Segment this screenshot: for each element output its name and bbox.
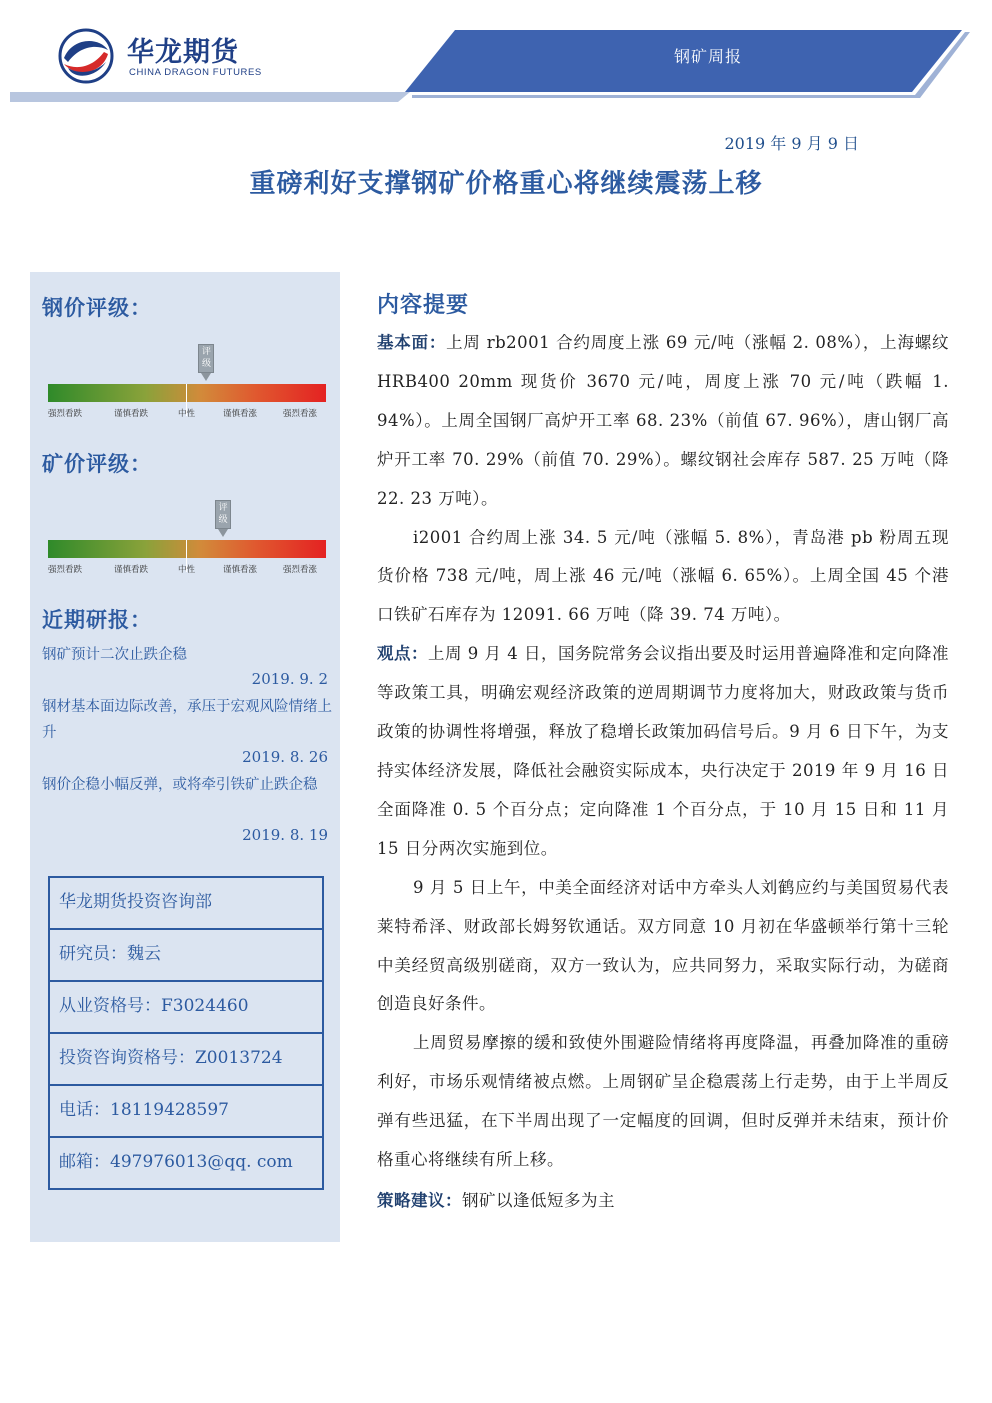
- scale-label: 强烈看跌: [48, 565, 83, 575]
- view-text: 上周 9 月 4 日，国务院常务会议指出要及时运用普遍降准和定向降准等政策工具，明确宏观经济政策的逆周期调节力度将加大，财政政策与货币政策的协调性将增强，释放了稳增长政策加码信号后。9 月 6 日下午，为支持实体经济发展，降低社会融资实际成本，央行决定于 2019 年 9 月 16 日全面降准 0. 5 个百分点；定向降准 1 个百分点，于 10 月 15 日和 11 月 15 日分两次实施到位。: [377, 644, 950, 858]
- rating-scale-labels: [48, 407, 326, 421]
- scale-label: 谨慎看跌: [114, 565, 149, 575]
- ore-paragraph: i2001 合约周上涨 34. 5 元/吨（涨幅 5. 8%），青岛港 pb 粉周五现货价格 738 元/吨，周上涨 46 元/吨（涨幅 6. 65%）。上周全国 45 个港口铁矿石库存为 12091. 66 万吨（降 39. 74 万吨）。: [377, 527, 949, 625]
- consult-qualification-number: 投资咨询资格号：Z0013724: [50, 1034, 322, 1086]
- scale-label: 中性: [178, 409, 196, 419]
- down-arrow-icon: [218, 529, 228, 537]
- fundamentals-paragraph: [377, 324, 949, 519]
- report-title: 重磅利好支撑钢矿价格重心将继续震荡上移: [249, 169, 763, 199]
- summary-heading: 内容提要: [377, 292, 470, 318]
- recent-report-link[interactable]: 钢价企稳小幅反弹，或将牵引铁矿止跌企稳: [42, 777, 318, 793]
- view-lead: 观点：: [377, 644, 429, 664]
- ore-rating-gauge: [48, 500, 326, 575]
- scale-label: 强烈看涨: [283, 565, 318, 575]
- department-name: 华龙期货投资咨询部: [50, 878, 322, 930]
- fundamentals-lead: 基本面：: [377, 333, 447, 352]
- strategy-paragraph: [377, 1182, 949, 1221]
- ore-rating-marker: [215, 500, 231, 537]
- steel-rating-marker: [198, 344, 214, 381]
- steel-rating-heading: 钢价评级：: [42, 295, 152, 320]
- report-date: 2019 年 9 月 9 日: [724, 134, 859, 153]
- recent-report-date: 2019. 9. 2: [251, 670, 328, 688]
- contact-box: [48, 876, 324, 1190]
- recent-report-link[interactable]: 钢材基本面边际改善，承压于宏观风险情绪上升: [42, 699, 332, 741]
- scale-label: 中性: [178, 565, 196, 575]
- recent-report-date: 2019. 8. 26: [242, 748, 328, 766]
- page-header: [0, 0, 992, 110]
- strategy-text: 钢矿以逢低短多为主: [462, 1190, 615, 1210]
- outlook-paragraph: 上周贸易摩擦的缓和致使外围避险情绪将再度降温，再叠加降准的重磅利好，市场乐观情绪被点燃。上周钢矿呈企稳震荡上行走势，由于上半周反弹有些迅猛，在下半周出现了一定幅度的回调，但时反弹并未结束，预计价格重心将继续有所上移。: [377, 1033, 949, 1170]
- fundamentals-text: 上周 rb2001 合约周度上涨 69 元/吨（涨幅 2. 08%），上海螺纹 HRB400 20mm 现货价 3670 元/吨，周度上涨 70 元/吨（跌幅 1. 94%）。上周全国钢厂高炉开工率 68. 23%（前值 67. 96%），唐山钢厂高炉开工率 70. 29%（前值 70. 29%）。螺纹钢社会库存 587. 25 万吨（降 22. 23 万吨）。: [377, 333, 950, 508]
- main-content: [377, 288, 949, 1221]
- email-address[interactable]: 邮箱：497976013@qq. com: [50, 1138, 322, 1190]
- phone-number: 电话：18119428597: [50, 1086, 322, 1138]
- steel-rating-marker-label: 评级: [198, 344, 214, 373]
- recent-reports-heading: 近期研报：: [42, 607, 152, 632]
- scale-label: 强烈看跌: [48, 409, 83, 419]
- ore-rating-heading: 矿价评级：: [42, 451, 152, 476]
- recent-report-link[interactable]: 钢矿预计二次止跌企稳: [42, 647, 187, 663]
- rating-scale-bar: [48, 540, 326, 558]
- sidebar: [30, 272, 340, 1242]
- company-logo-icon: [58, 28, 114, 84]
- scale-label: 谨慎看跌: [114, 409, 149, 419]
- trade-paragraph: 9 月 5 日上午，中美全面经济对话中方牵头人刘鹤应约与美国贸易代表莱特希泽、财政部长姆努钦通话。双方同意 10 月初在华盛顿举行第十三轮中美经贸高级别磋商，双方一致认为，应共同努力，采取实际行动，为磋商创造良好条件。: [377, 877, 949, 1014]
- scale-label: 强烈看涨: [283, 409, 318, 419]
- view-paragraph: [377, 635, 949, 868]
- scale-label: 谨慎看涨: [223, 565, 258, 575]
- rating-scale-labels: [48, 563, 326, 577]
- company-name-cn: 华龙期货: [127, 37, 239, 68]
- company-name-en: CHINA DRAGON FUTURES: [129, 67, 262, 78]
- qualification-number: 从业资格号：F3024460: [50, 982, 322, 1034]
- strategy-lead: 策略建议：: [377, 1190, 462, 1210]
- scale-label: 谨慎看涨: [223, 409, 258, 419]
- down-arrow-icon: [201, 373, 211, 381]
- ore-rating-marker-label: 评级: [215, 500, 231, 529]
- steel-rating-gauge: [48, 344, 326, 419]
- analyst-name: 研究员：魏云: [50, 930, 322, 982]
- rating-scale-bar: [48, 384, 326, 402]
- report-type-label: 钢矿周报: [673, 47, 742, 66]
- recent-report-date: 2019. 8. 19: [242, 826, 328, 844]
